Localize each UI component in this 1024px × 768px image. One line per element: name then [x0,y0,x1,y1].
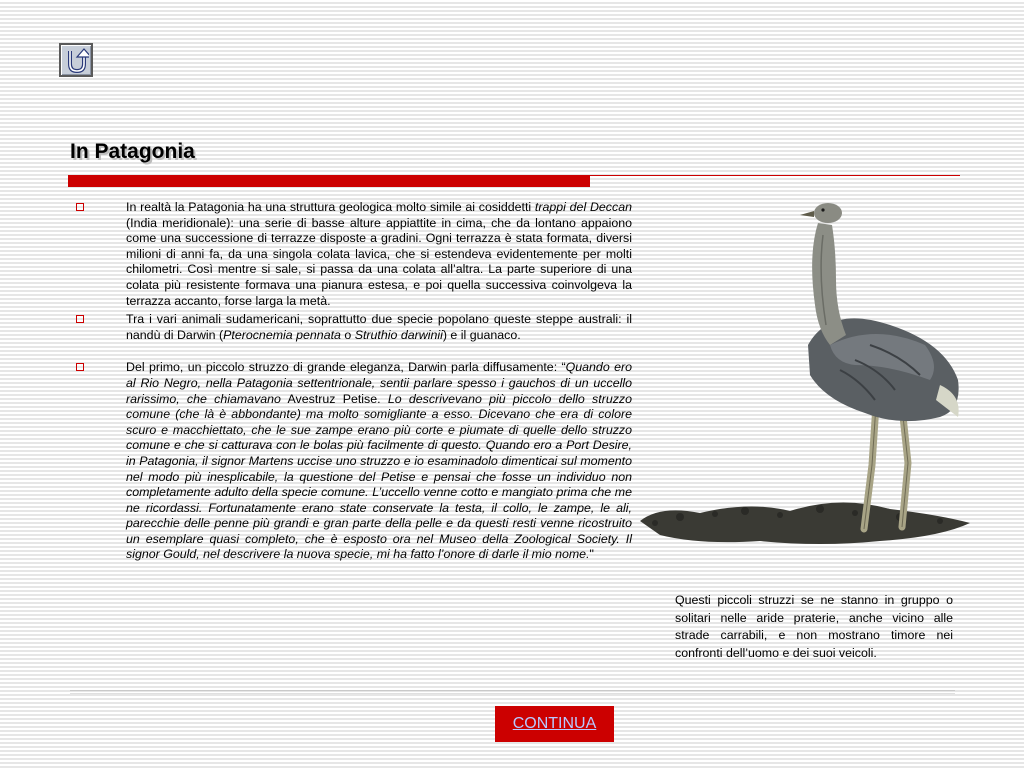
list-item [70,312,632,343]
bullet-text-1: In realtà la Patagonia ha una struttura geologica molto simile ai cosiddetti trappi del Deccan (India meridionale): una serie di basse alture appiattite in cima, che da lontano appaiono come una successione di terrazze disposte a gradini. Ogni terrazza è stata formata, diversi milioni di anni fa, da una singola colata lavica, che si estendeva evidentemente per molti chilometri. Così mentre si sale, si passa da una colata all’altra. La parte superiore di una colata più resistente formava una pianura estesa, e poi quella successiva coinvolgeva la terrazza accanto, forse larga la metà. [126,200,632,308]
square-bullet-icon [76,315,84,323]
back-button[interactable] [59,43,93,77]
continue-button-label: CONTINUA [512,715,597,732]
title-underline-line [590,175,960,176]
list-item [70,360,632,563]
bullet-text-2: Tra i vari animali sudamericani, soprattutto due specie popolano queste steppe australi: il nandù di Darwin (Pterocnemia pennata o Struthio darwinii) e il guanaco. [126,312,632,342]
bullet-text-3: Del primo, un piccolo struzzo di grande eleganza, Darwin parla diffusamente: “Quando ero al Rio Negro, nella Patagonia settentrionale, sentii parlare spesso i gauchos di un uccello rarissimo, che chiamavano Avestruz Petise. Lo descrivevano più piccolo dello struzzo comune (che là è abbondante) ma molto somigliante a esso. Dicevano che era di colore scuro e macchiettato, che le sue zampe erano più corte e piumate di quelle dello struzzo comune e che si catturava con le bolas più facilmente di questo. Quando ero a Port Desire, in Patagonia, il signor Martens uccise uno struzzo e io esaminadolo dimenticai sul momento nel modo più inesplicabile, la questione del Petise e pensai che fosse un individuo non completamente adulto della specie comune. L’uccello venne cotto e mangiato prima che me ne ricordassi. Fortunatamente erano state conservate la testa, il collo, le zampe, le ali, parecchie delle penne più grandi e gran parte della pelle e da questi resti venne ricostruito un esemplare quasi completo, che è esposto ora nel Museo della Zoological Society. Il signor Gould, nel descrivere la nuova specie, mi ha fatto l’onore di darle il mio nome." [126,360,632,562]
square-bullet-icon [76,203,84,211]
footer-divider [70,690,955,691]
title-underline-bar [68,175,590,187]
continue-button[interactable] [495,706,614,742]
body-text [70,200,632,563]
page-title: In Patagonia [70,140,195,163]
square-bullet-icon [76,363,84,371]
rhea-illustration [640,195,970,555]
image-caption: Questi piccoli struzzi se ne stanno in gruppo o solitari nelle aride praterie, anche vicino alle strade carrabili, e non mostrano timore nei confronti dell’uomo e dei suoi veicoli. [675,593,953,660]
u-turn-back-arrow-icon [65,48,89,74]
footer-divider-shadow [70,693,955,694]
list-item [70,200,632,309]
